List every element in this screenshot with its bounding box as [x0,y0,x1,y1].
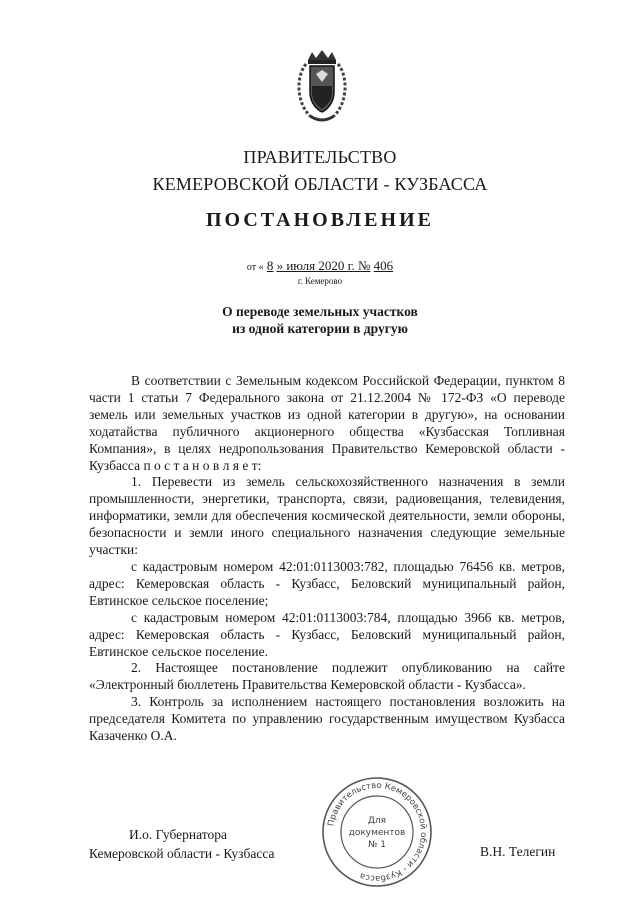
stamp-ring-text: Правительство Кемеровской области - Кузбасса [326,780,429,884]
decree-number: 406 [373,258,394,273]
stamp-text-line3: № 1 [368,840,386,850]
government-name-line2: КЕМЕРОВСКОЙ ОБЛАСТИ - КУЗБАССА [152,174,488,194]
date-day: 8 [266,258,274,273]
paragraph-item-2: 2. Настоящее постановление подлежит опубликованию на сайте «Электронный бюллетень Правительства Кемеровской области - Кузбасса». [89,660,565,693]
date-prefix: от « [246,262,264,273]
signatory-title-line2: Кемеровской области - Кузбасса [89,846,275,861]
decree-body [89,373,565,745]
signatory-title-line1: И.о. Губернатора [129,827,228,842]
paragraph-item-1: 1. Перевести из земель сельскохозяйственного назначения в земли промышленности, энергетики, транспорта, связи, радиовещания, телевидения, информатики, земли для обеспечения космической деятельности, земли обороны, безопасности и земли иного специального назначения следующие земельные участки: [89,474,565,558]
document-type-title: ПОСТАНОВЛЕНИЕ [206,209,434,231]
signatory-name: В.Н. Телегин [480,844,556,859]
paragraph-parcel-2: с кадастровым номером 42:01:0113003:784, площадью 3966 кв. метров, адрес: Кемеровская область - Кузбасс, Беловский муниципальный район, Евтинское сельское поселение. [89,609,565,659]
signatory-title [89,825,274,863]
date-number-line [0,258,640,274]
government-name-line1: ПРАВИТЕЛЬСТВО [243,147,397,167]
city-name: г. Кемерово [297,276,343,286]
decree-subject [0,303,640,337]
paragraph-parcel-1: с кадастровым номером 42:01:0113003:782, площадью 76456 кв. метров, адрес: Кемеровская область - Кузбасс, Беловский муниципальный район, Евтинское сельское поселение; [89,558,565,608]
subject-line2: из одной категории в другую [232,321,408,336]
official-stamp [312,775,442,890]
stamp-text-line1: Для [367,816,387,826]
date-month-year: » июля 2020 г. № [276,258,371,273]
paragraph-item-3: 3. Контроль за исполнением настоящего постановления возложить на председателя Комитета по управлению государственным имуществом Кузбасса Казаченко О.А. [89,694,565,744]
stamp-text-line2: документов [348,828,406,838]
coat-of-arms-emblem [294,50,350,124]
paragraph-preamble: В соответствии с Земельным кодексом Российской Федерации, пунктом 8 части 1 статьи 7 Федерального закона от 21.12.2004 № 172-ФЗ «О переводе земель или земельных участков из одной категории в другую», на основании ходатайства публичного акционерного общества «Кузбасская Топливная Компания», в целях недропользования Правительство Кемеровской области - Кузбасса п о с т а н о в л я е т: [89,373,565,473]
subject-line1: О переводе земельных участков [222,304,418,319]
